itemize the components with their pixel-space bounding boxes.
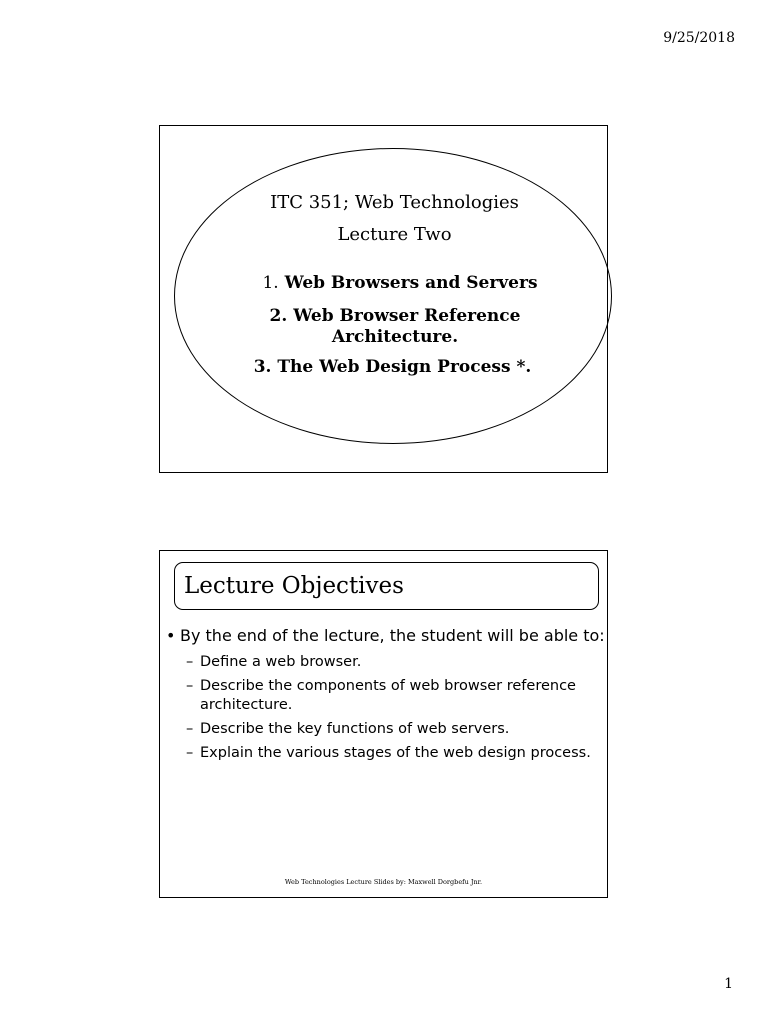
bullet-marker: • [166,626,176,645]
topic-2-line-2: Architecture. [331,327,459,347]
objectives-list [166,653,606,763]
lecture-number: Lecture Two [337,224,452,245]
list-item [166,677,606,715]
list-item [166,720,606,739]
slide-objectives [159,550,608,898]
list-item [166,744,606,763]
page-number: 1 [724,976,733,992]
objectives-body [166,624,606,768]
topic-1-number: 1. [262,273,279,293]
topic-1 [170,273,630,293]
topic-2 [160,306,630,348]
list-item [166,653,606,672]
dash-marker: – [186,678,194,694]
objectives-intro-text: By the end of the lecture, the student will be able to: [180,626,605,645]
dash-marker: – [186,654,194,670]
objectives-title: Lecture Objectives [184,573,404,599]
topic-2-line-1: 2. Web Browser Reference [269,306,521,326]
page-date: 9/25/2018 [663,30,735,46]
objective-text: Define a web browser. [200,654,362,670]
course-title: ITC 351; Web Technologies [270,192,519,213]
slide-title [159,125,608,473]
dash-marker: – [186,721,194,737]
objectives-intro [166,624,606,648]
objectives-title-box [174,562,599,610]
topic-3: 3. The Web Design Process *. [253,357,532,377]
slide-footer: Web Technologies Lecture Slides by: Maxwell Dorgbefu Jnr. [284,878,483,886]
objective-text: Explain the various stages of the web design process. [200,745,591,761]
dash-marker: – [186,745,194,761]
objective-text: Describe the components of web browser reference architecture. [200,678,576,713]
topic-1-text: Web Browsers and Servers [284,273,538,293]
objective-text: Describe the key functions of web servers. [200,721,510,737]
